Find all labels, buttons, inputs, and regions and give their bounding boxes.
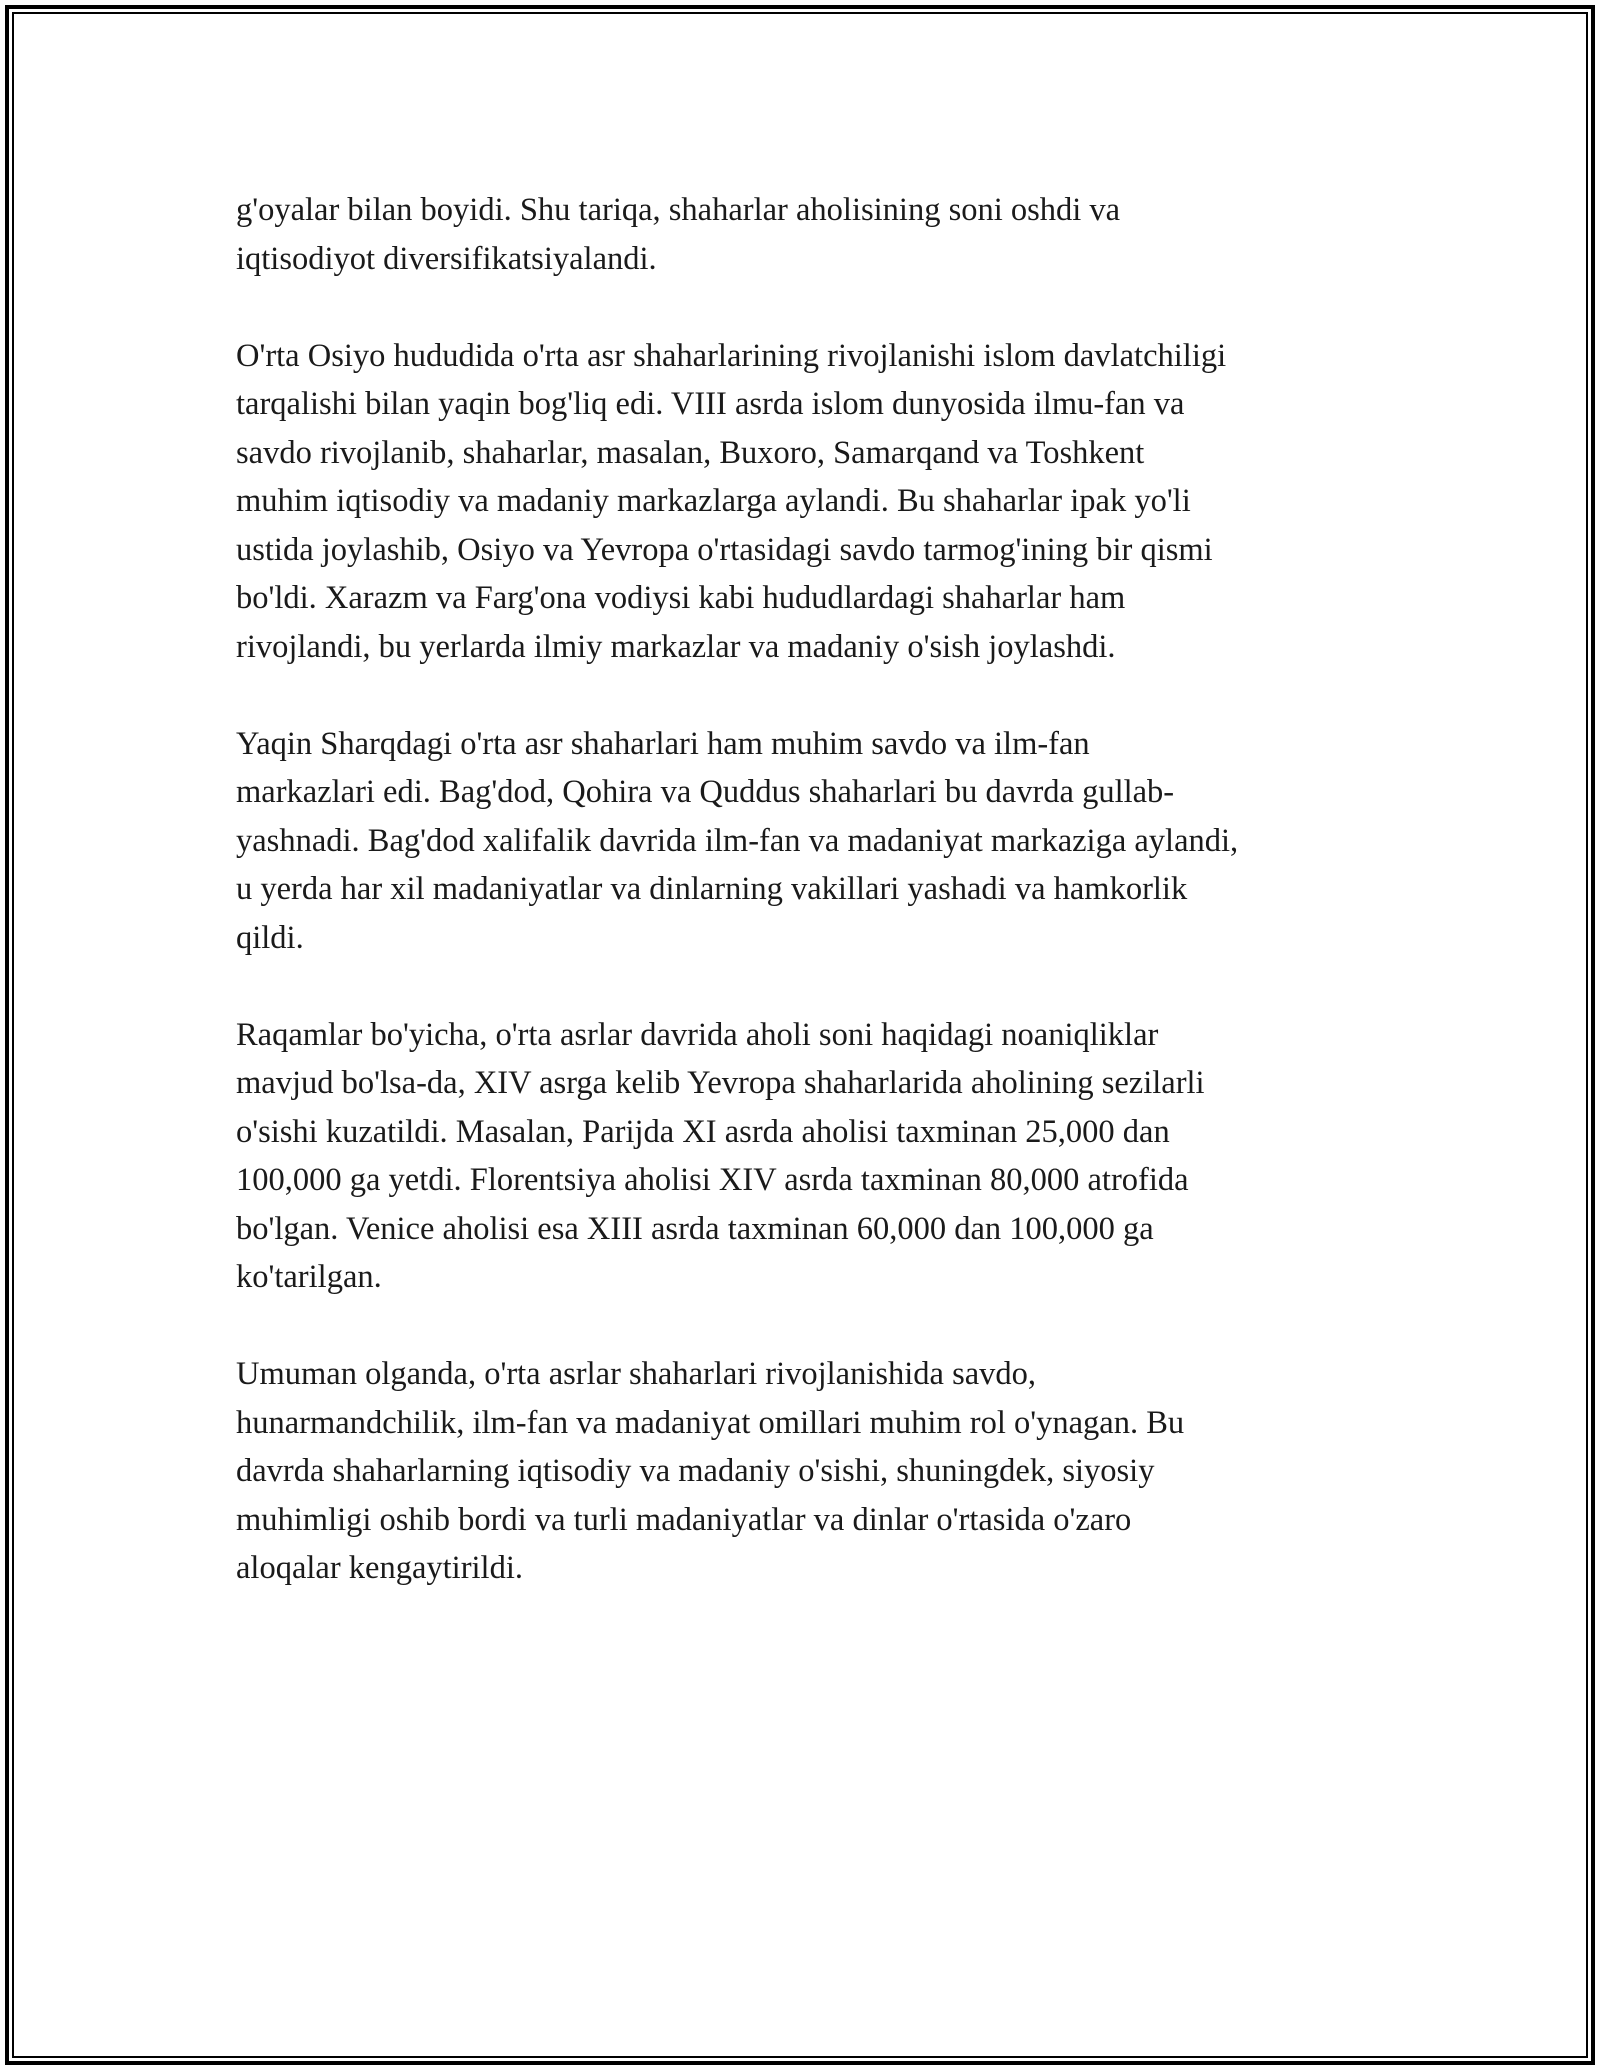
paragraph-1: g'oyalar bilan boyidi. Shu tariqa, shaharlar aholisining soni oshdi va iqtisodiyot diversifikatsiyalandi.: [236, 192, 1121, 277]
paragraph-5: Umuman olganda, o'rta asrlar shaharlari rivojlanishida savdo, hunarmandchilik, ilm-fan va madaniyat omillari muhim rol o'ynagan. Bu davrda shaharlarning iqtisodiy va madaniy o'sishi, shuningdek, siyosiy muhimligi oshib bordi va turli madaniyatlar va dinlar o'rtasida o'zaro aloqalar kengaytirildi.: [236, 1356, 1185, 1586]
document-body: [236, 186, 1386, 1641]
paragraph-4: Raqamlar bo'yicha, o'rta asrlar davrida aholi soni haqidagi noaniqliklar mavjud bo'lsa-da, XIV asrga kelib Yevropa shaharlarida aholining sezilarli o'sishi kuzatildi. Masalan, Parijda XI asrda aholisi taxminan 25,000 dan 100,000 ga yetdi. Florentsiya aholisi XIV asrda taxminan 80,000 atrofida bo'lgan. Venice aholisi esa XIII asrda taxminan 60,000 dan 100,000 ga ko'tarilgan.: [236, 1016, 1205, 1295]
paragraph-3: Yaqin Sharqdagi o'rta asr shaharlari ham muhim savdo va ilm-fan markazlari edi. Bag'dod, Qohira va Quddus shaharlari bu davrda gullab- yashnadi. Bag'dod xalifalik davrida ilm-fan va madaniyat markaziga aylandi, u yerda har xil madaniyatlar va dinlarning vakillari yashadi va hamkorlik qildi.: [236, 725, 1239, 956]
paragraph-2: O'rta Osiyo hududida o'rta asr shaharlarining rivojlanishi islom davlatchiligi tarqalishi bilan yaqin bog'liq edi. VIII asrda islom dunyosida ilmu-fan va savdo rivojlanib, shaharlar, masalan, Buxoro, Samarqand va Toshkent muhim iqtisodiy va madaniy markazlarga aylandi. Bu shaharlar ipak yo'li ustida joylashib, Osiyo va Yevropa o'rtasidagi savdo tarmog'ining bir qismi bo'ldi. Xarazm va Farg'ona vodiysi kabi hududlardagi shaharlar ham rivojlandi, bu yerlarda ilmiy markazlar va madaniy o'sish joylashdi.: [236, 337, 1227, 665]
